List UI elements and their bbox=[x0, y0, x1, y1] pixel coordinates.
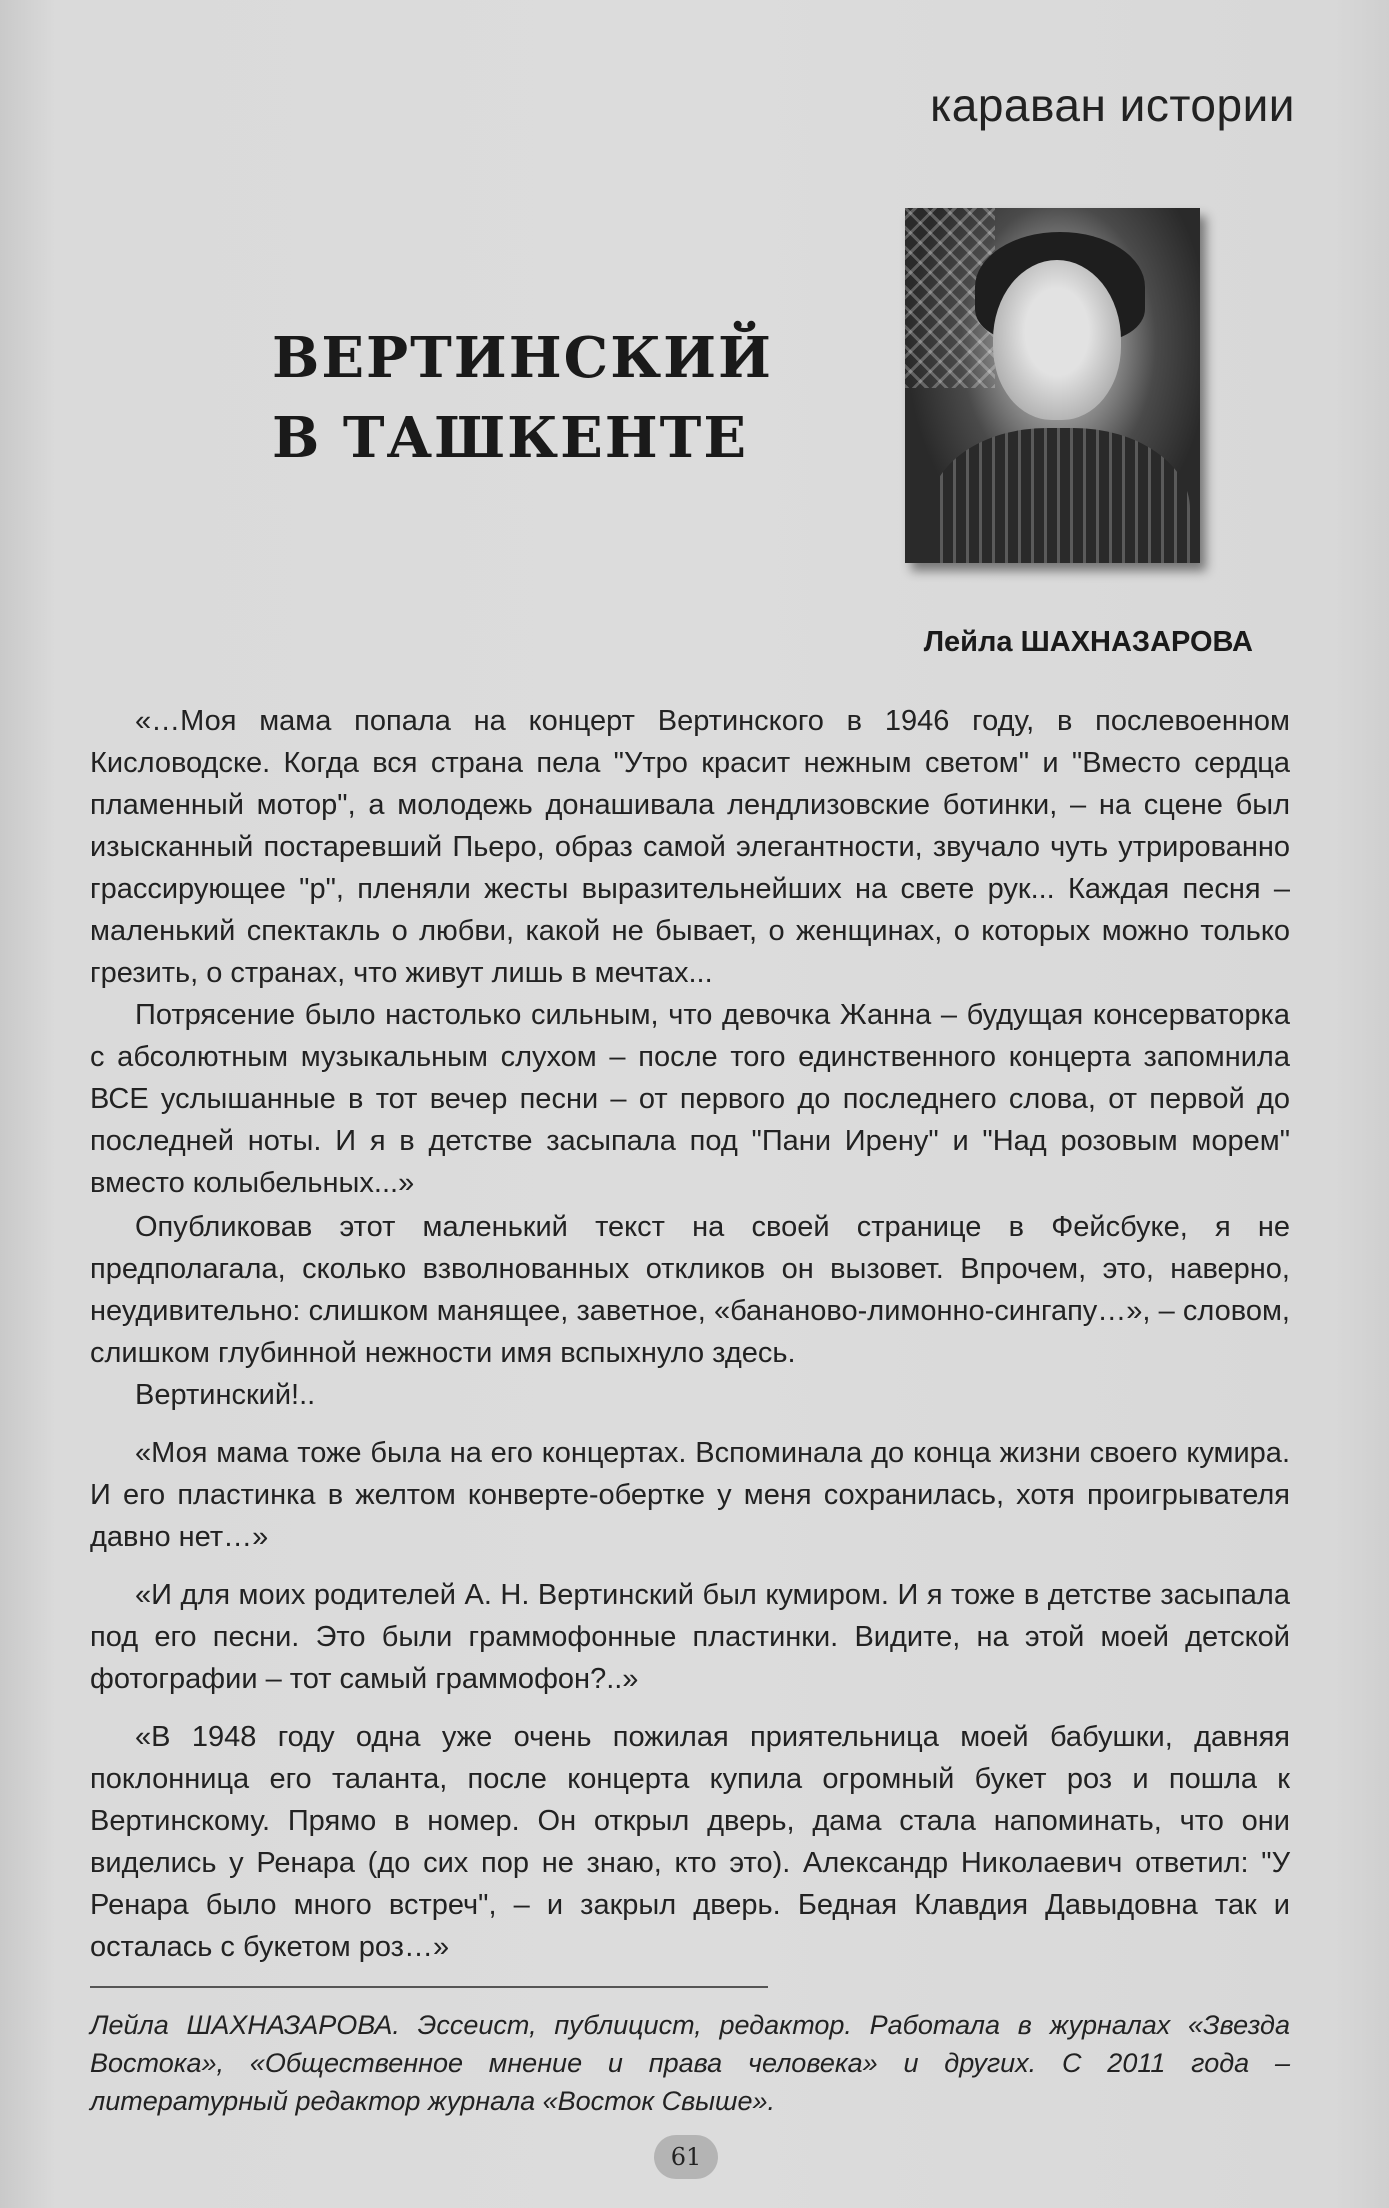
article-title-line-1: ВЕРТИНСКИЙ bbox=[272, 325, 773, 391]
paragraph-5: «Моя мама тоже была на его концертах. Вспоминала до конца жизни своего кумира. И его пластинка в желтом конверте-обертке у меня сохранилась, хотя проигрывателя давно нет…» bbox=[90, 1437, 1290, 1553]
footnote-divider bbox=[90, 1986, 768, 1988]
paragraph-3: Опубликовав этот маленький текст на своей странице в Фейсбуке, я не предполагала, сколько взволнованных откликов он вызовет. Впрочем, это, наверно, неудивительно: слишком манящее, заветное, «бананово-лимонно-сингапу…», – словом, слишком глубинной нежности имя вспыхнуло здесь. bbox=[90, 1211, 1290, 1369]
article-block-2 bbox=[90, 1206, 1290, 1416]
article-title-line-2: В ТАШКЕНТЕ bbox=[272, 405, 749, 471]
photo-body bbox=[930, 428, 1190, 563]
article-block-3 bbox=[90, 1432, 1290, 1558]
article-block-1 bbox=[90, 700, 1290, 1204]
section-title: караван истории bbox=[930, 79, 1295, 131]
photo-face bbox=[993, 260, 1121, 420]
paragraph-1: «…Моя мама попала на концерт Вертинского в 1946 году, в послевоенном Кисловодске. Когда вся страна пела "Утро красит нежным светом" и "Вместо сердца пламенный мотор", а молодежь донашивала лендлизовские ботинки, – на сцене был изысканный постаревший Пьеро, образ самой элегантности, звучало чуть утрированно грассирующее "р", пленяли жесты выразительнейших на свете рук... Каждая песня – маленький спектакль о любви, какой не бывает, о женщинах, о которых можно только грезить, о странах, что живут лишь в мечтах... bbox=[90, 705, 1290, 989]
author-photo bbox=[905, 208, 1200, 563]
author-name: Лейла ШАХНАЗАРОВА bbox=[923, 626, 1253, 658]
paragraph-4: Вертинский!.. bbox=[135, 1379, 316, 1411]
article-block-4 bbox=[90, 1574, 1290, 1700]
author-footnote: Лейла ШАХНАЗАРОВА. Эссеист, публицист, редактор. Работала в журналах «Звезда Востока», «Общественное мнение и права человека» и других. С 2011 года – литературный редактор журнала «Восток Свыше». bbox=[90, 2010, 1290, 2116]
article-title bbox=[272, 318, 792, 478]
page-number: 61 bbox=[654, 2135, 718, 2179]
paragraph-2: Потрясение было настолько сильным, что девочка Жанна – будущая консерваторка с абсолютным музыкальным слухом – после того единственного концерта запомнила ВСЕ услышанные в тот вечер песни – от первого до последнего слова, от первой до последней ноты. И я в детстве засыпала под "Пани Ирену" и "Над розовым морем" вместо колыбельных...» bbox=[90, 999, 1290, 1199]
paragraph-7: «В 1948 году одна уже очень пожилая приятельница моей бабушки, давняя поклонница его таланта, после концерта купила огромный букет роз и пошла к Вертинскому. Прямо в номер. Он открыл дверь, дама стала напоминать, что они виделись у Ренара (до сих пор не знаю, кто это). Александр Николаевич ответил: "У Ренара было много встреч", – и закрыл дверь. Бедная Клавдия Давыдовна так и осталась с букетом роз…» bbox=[90, 1721, 1290, 1963]
article-block-5 bbox=[90, 1716, 1290, 1968]
paragraph-6: «И для моих родителей А. Н. Вертинский был кумиром. И я тоже в детстве засыпала под его песни. Это были граммофонные пластинки. Видите, на этой моей детской фотографии – тот самый граммофон?..» bbox=[90, 1579, 1290, 1695]
